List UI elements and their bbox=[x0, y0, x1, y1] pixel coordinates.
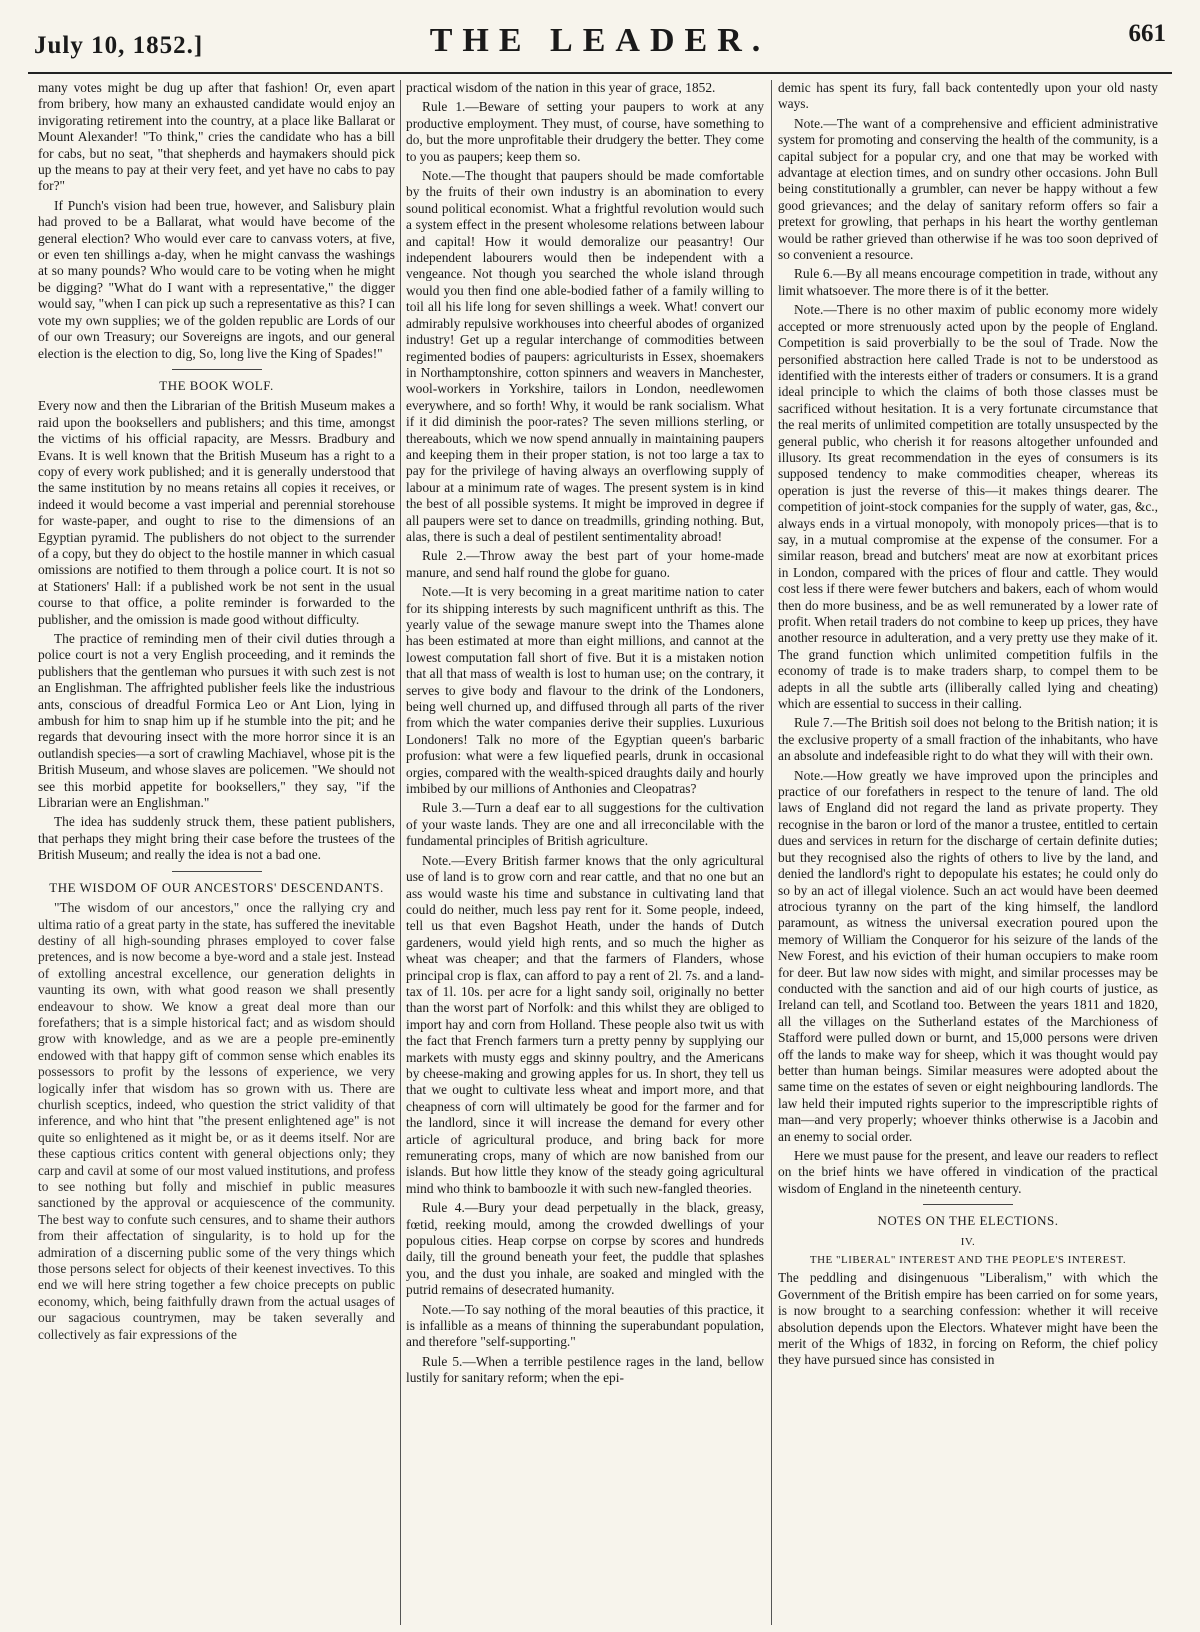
paragraph: The practice of reminding men of their civil duties through a police court is not a very English proceeding, and it reminds the publishers that the gentleman who pursues it with such zest is not an Englishman. The affrighted publisher feels like the industrious ants, conscious of dreadful Formica Leo or Ant Lion, lying in ambush for him to snap him up if he stumble into the pit; and he regards that devouring insect with the more horror since it is an outlandish species—a sort of crawling Machiavel, whose pit is the British Museum, and whose slaves are policemen. "We should not see this morbid appetite for booksellers," they say, "if the Librarian were an Englishman." bbox=[38, 631, 395, 811]
newspaper-title: THE LEADER. bbox=[429, 22, 771, 59]
column-3 bbox=[778, 80, 1158, 1625]
section-number: IV. bbox=[960, 1235, 976, 1248]
section-heading-book-wolf: THE BOOK WOLF. bbox=[159, 377, 274, 393]
rule-paragraph: Rule 6.—By all means encourage competition in trade, without any limit whatsoever. The more there is of it the better. bbox=[778, 266, 1158, 298]
note-paragraph: Note.—The want of a comprehensive and efficient administrative system for promoting and conserving the health of the community, is a capital subject for a popular cry, and one that may be worked with advantage at election times, and on sundry other occasions. John Bull being constitutionally a grumbler, can never be happy without a few good grievances; and the delay of sanitary reform offers so fair a pretext for growling, that perhaps in his heart the worthy gentleman would be rather grieved than otherwise if he was too soon deprived of so convenient a resource. bbox=[778, 115, 1158, 263]
rule-paragraph: Rule 4.—Bury your dead perpetually in the black, greasy, fœtid, reeking mould, among the crowded dwellings of your populous cities. Heap corpse on corpse by scores and hundreds daily, till the ground beneath your feet, the puddle that splashes you, and the dust you inhale, are soaked and mingled with the putrid remains of desecrated humanity. bbox=[406, 1200, 764, 1298]
note-paragraph: Note.—Every British farmer knows that the only agricultural use of land is to grow corn and rear cattle, and that no one but an ass would waste his time and substance in cultivating land that could do neither, much less pay rent for it. Some people, indeed, tell us that even Bagshot Heath, under the hands of Dutch gardeners, would yield high rents, and so much the higher as wheat was cheaper; and that the farmers of Flanders, whose principal crop is flax, can afford to pay a rent of 2l. 7s. and a land-tax of 1l. 10s. per acre for a light sandy soil, originally no better than the worst part of Norfolk: and this whilst they are obliged to import hay and corn from Holland. These people also twit us with the fact that French farmers turn a pretty penny by supplying our markets with musty eggs and skinny poultry, and the Americans by cheese-making and growing apples for us. In short, they tell us that we ought to cultivate less wheat and import more, and that cheapness of corn will ultimately be good for the farmer and for the landlord, since it will increase the demand for every other article of agricultural produce, and bring back for more remunerating crops, many of which are now banished from our islands. But how little they know of the steady going agricultural mind who think to bamboozle it with such new-fangled theories. bbox=[406, 852, 764, 1196]
note-paragraph: Note.—To say nothing of the moral beauties of this practice, it is infallible as a means of thinning the superabundant population, and therefore "self-supporting." bbox=[406, 1301, 764, 1350]
masthead bbox=[28, 10, 1172, 74]
section-divider bbox=[172, 871, 262, 872]
section-heading-elections: NOTES ON THE ELECTIONS. bbox=[877, 1213, 1059, 1229]
column-1 bbox=[38, 80, 395, 1625]
paragraph: The peddling and disingenuous "Liberalism," with which the Government of the British empire has been carried on for some years, is now brought to a searching confession: whether it will receive absolution depends upon the Electors. Whatever might have been the merit of the Whigs of 1832, in forcing on Reform, the chief policy they have pursued since has consisted in bbox=[778, 1270, 1158, 1368]
paragraph: many votes might be dug up after that fashion! Or, even apart from bribery, how many an exhausted candidate would enjoy an invigorating retirement into the country, at a place like Ballarat or Mount Alexander! "To think," cries the candidate who has a bill for cabs, but no seat, "that shepherds and haymakers should pick up the means to pay at their very feet, and yet have no cabs to pay for?" bbox=[38, 80, 395, 194]
paragraph: Every now and then the Librarian of the British Museum makes a raid upon the booksellers and publishers; and this time, amongst the victims of his official rapacity, are Messrs. Bradbury and Evans. It is well known that the British Museum has a right to a copy of every work published; and it is generally understood that the same institution by no means retains all copies it receives, or indeed it would become a vast imperial and perennial storehouse for waste-paper, and ought to rise to the dimensions of an Egyptian pyramid. The publishers do not object to the surrender of a copy, but they do object to the hostile manner in which casual omissions are notified to them through a police court. It is not so at Stationers' Hall: if a published work be not sent in the usual course to that office, a polite reminder is forwarded to the publisher, and the omission is made good without difficulty. bbox=[38, 398, 395, 627]
section-divider bbox=[923, 1204, 1013, 1205]
paragraph: practical wisdom of the nation in this year of grace, 1852. bbox=[406, 80, 716, 95]
note-paragraph: Note.—The thought that paupers should be made comfortable by the fruits of their own industry is an abomination to every sound political economist. What a frightful revolution would such a system effect in the present wholesome relations between labour and capital! How it would demoralize our peasantry! Our independent labourers would then be independent with a vengeance. Not though you searched the whole island through would you then find one able-bodied father of a family willing to toil all his life long for seven shillings a week. What! convert our admirably repulsive workhouses into cheerful abodes of organized industry! Get up a regular interchange of commodities between regimented bodies of paupers: agriculturists in Essex, shoemakers in Northamptonshire, cotton spinners and weavers in Manchester, wool-workers in Yorkshire, tailors in London, needlewomen everywhere, and so forth! Why, it would be rank socialism. What if it did diminish the poor-rates? The seven millions sterling, or thereabouts, which we now spend annually in maintaining paupers and keeping them in their proper station, is not too large a tax to pay for the privilege of having always an overflowing supply of labour at a minimum rate of wages. The present system is in kind the best of all possible systems. It might be improved in degree if all paupers were set to dance on treadmills, grinding nothing. But, alas, there is such a deal of pestilent sentimentality abroad! bbox=[406, 168, 764, 544]
page-number: 661 bbox=[1128, 20, 1166, 47]
note-paragraph: Note.—There is no other maxim of public economy more widely accepted or more strenuously acted upon by the people of England. Competition is said proverbially to be the soul of Trade. Now the personified abstraction here called Trade is not to be understood as identified with the interests either of traders or consumers. It is a grand ideal principle to which the claims of both those classes must be sacrificed without hesitation. It is a very fortunate circumstance that the real merits of unlimited competition are totally unsuspected by the general public, who cherish it for reasons altogether unfounded and illusory. Its great recommendation in the eyes of consumers is its supposed tendency to make commodities cheaper, whereas its operation is just the reverse of this—it makes things dearer. The competition of joint-stock companies for the supply of water, gas, &c., always ends in a virtual monopoly, with monopoly prices—that is to say, in a mutual compromise at the expense of the consumer. For a similar reason, bread and butchers' meat are now at exorbitant prices in London, compared with the prices of flour and cattle. They would cost less if there were fewer butchers and bakers, each of whom would then do more business, and be as well remunerated by a lower rate of profit. When retail traders do not combine to keep up prices, they have another resource in adulteration, and a very pretty use they make of it. The grand function which unlimited competition fulfils in the economy of trade is to make traders sharp, to compel them to be adepts in all the subtle arts (illiberally called lying and cheating) which are essential to success in their calling. bbox=[778, 302, 1158, 712]
paragraph: demic has spent its fury, fall back contentedly upon your old nasty ways. bbox=[778, 80, 1158, 112]
paragraph: If Punch's vision had been true, however, and Salisbury plain had proved to be a Ballarat, what would have become of the general election? Who would ever care to canvass voters, at five, or even ten shillings a-day, when he might canvass the washings at so many pounds? Who would care to be voting when he might be digging? "What do I want with a representative," the digger would say, "when I can pick up such a representative as this? I can vote my own supplies; we of the golden republic are Lords of our of our own Treasury; our Sovereigns are ingots, and our general election is the election to dig, So, long live the King of Spades!" bbox=[38, 197, 395, 361]
rule-paragraph: Rule 5.—When a terrible pestilence rages in the land, bellow lustily for sanitary reform; when the epi- bbox=[406, 1353, 764, 1386]
paragraph: The idea has suddenly struck them, these patient publishers, that perhaps they might bring their case before the trustees of the British Museum; and really the idea is not a bad one. bbox=[38, 814, 395, 863]
column-2 bbox=[406, 80, 764, 1625]
note-paragraph: Note.—It is very becoming in a great maritime nation to cater for its shipping interests by such magnificent unthrift as this. The yearly value of the sewage manure swept into the Thames alone has been estimated at more than eight millions, and cannot at the lowest computation fall short of five. But it is a mistaken notion that all that mass of wealth is lost to human use; on the contrary, it serves to give body and flavour to the drink of the Londoners, being well churned up, and diffused through all parts of the river from which the water companies derive their supplies. Luxurious Londoners! Talk no more of the Egyptian queen's barbaric profusion: what were a few liquefied pearls, drunk in occasional orgies, compared with the wealth-spiced draughts daily and hourly imbibed by our millions of Anthonies and Cleopatras? bbox=[406, 584, 764, 797]
rule-paragraph: Rule 2.—Throw away the best part of your home-made manure, and send half round the globe for guano. bbox=[406, 548, 764, 580]
column-rule-left bbox=[400, 80, 401, 1625]
column-rule-right bbox=[771, 80, 772, 1625]
paragraph: "The wisdom of our ancestors," once the rallying cry and ultima ratio of a great party in the state, has suffered the inevitable destiny of all high-sounding phrases employed to cover false pretences, and is now become a bye-word and a stale jest. Instead of extolling ancestral excellence, our generation delights in vaunting its own, with what good reason we shall presently endeavour to show. We know a great deal more than our forefathers; that is a simple historical fact; and as wisdom should grow with knowledge, and as we are a people pre-eminently endowed with that happy gift of common sense which enables its possessors to profit by the lessons of experience, we very logically infer that wisdom has so grown with us. There are churlish sceptics, indeed, who question the strict validity of that inference, and who hint that "the present enlightened age" is not quite so enlightened as it might be, or as it deems itself. Nor are these captious critics content with general objections only; they carp and cavil at some of our most valued institutions, and profess to see nothing but folly and mischief in public measures sanctioned by the approval or acquiescence of the community. The best way to confute such censures, and to shame their authors from their affectation of singularity, is to hold up for the admiration of a discerning public some of the very things which those persons select for objects of their keenest invectives. To this end we will here string together a few choice precepts on public economy, which, being faithfully drawn from the actual usages of our sagacious countrymen, may be taken severally and collectively as fair expressions of the bbox=[38, 900, 395, 1342]
section-heading-wisdom: THE WISDOM OF OUR ANCESTORS' DESCENDANTS. bbox=[49, 879, 384, 895]
section-divider bbox=[172, 369, 262, 370]
rule-paragraph: Rule 7.—The British soil does not belong to the British nation; it is the exclusive property of a small fraction of the inhabitants, who have an absolute and indefeasible right to do what they will with their own. bbox=[778, 715, 1158, 764]
rule-paragraph: Rule 3.—Turn a deaf ear to all suggestions for the cultivation of your waste lands. They are one and all irreconcilable with the fundamental principles of British agriculture. bbox=[406, 800, 764, 849]
section-subheading: THE "LIBERAL" INTEREST AND THE PEOPLE'S INTEREST. bbox=[809, 1254, 1127, 1267]
paragraph: Here we must pause for the present, and leave our readers to reflect on the brief hints we have offered in vindication of the practical wisdom of England in the nineteenth century. bbox=[778, 1148, 1158, 1196]
rule-paragraph: Rule 1.—Beware of setting your paupers to work at any productive employment. They must, of course, have something to do, but the more unprofitable their drudgery the better. They come to you as paupers; keep them so. bbox=[406, 99, 764, 164]
note-paragraph: Note.—How greatly we have improved upon the principles and practice of our forefathers in respect to the tenure of land. The old laws of England did not regard the land as private property. They recognise in the baron or lord of the manor a trustee, entitled to certain dues and services in return for the discharge of certain definite duties; but they recognised also the rights of others to live by the land, and denied the landlord's right to depopulate his estates; he could only do so by an act of illegal violence. Such an act would have been deemed atrocious tyranny on the part of the king himself, the landlord paramount, as witness the universal execration poured upon the memory of William the Conqueror for his seizure of the lands of the New Forest, and his eviction of their human occupiers to make room for deer. But law now sides with might, and similar processes may be conducted with the sanction and aid of our high courts of justice, as Ireland can tell, and Scotland too. Between the years 1811 and 1820, all the villages on the Sutherland estates of the Marchioness of Stafford were pulled down or burnt, and 15,000 persons were driven off the lands to make way for sheep, which it was thought would pay better than human beings. Similar measures were adopted about the same time on the estates of seven or eight neighbouring landlords. The law held their imputed rights superior to the imprescriptible rights of man—and very properly; whoever thinks otherwise is a Jacobin and an enemy to social order. bbox=[778, 767, 1158, 1144]
issue-date: July 10, 1852.] bbox=[34, 32, 204, 59]
